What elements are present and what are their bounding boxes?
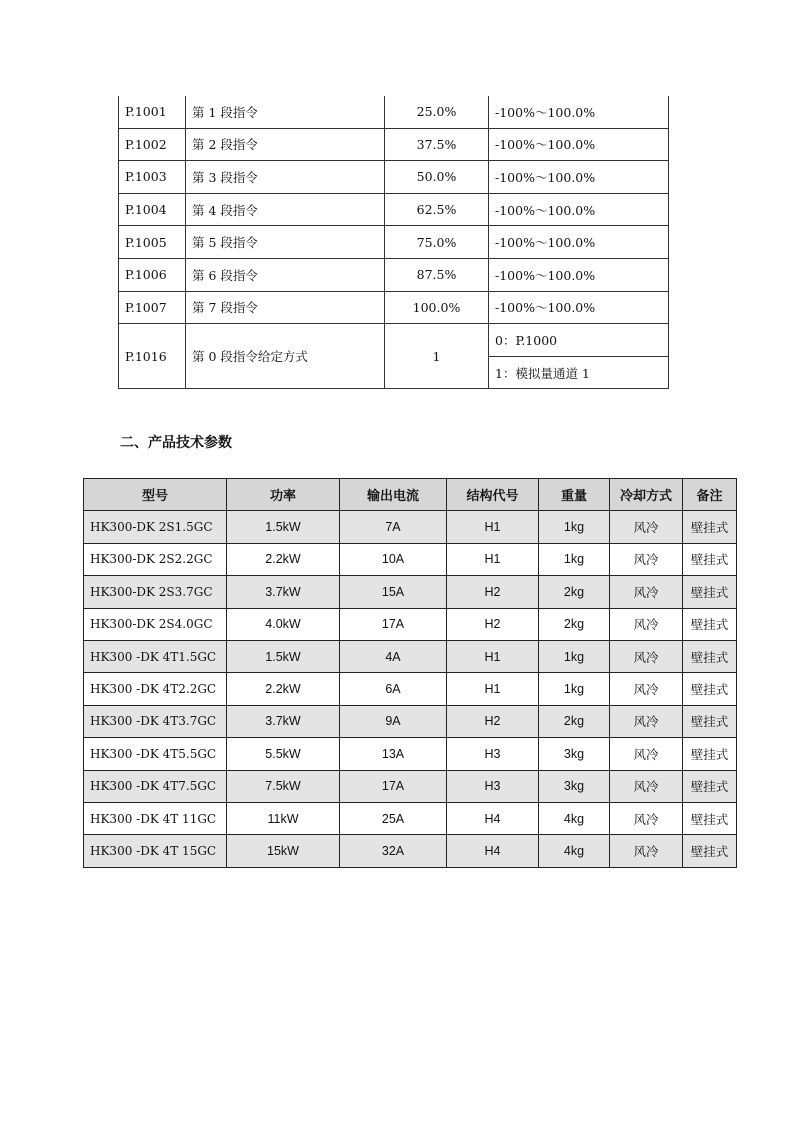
spec-cell-cooling: 风冷	[610, 640, 683, 672]
spec-cell-model: HK300 -DK 4T3.7GC	[84, 705, 227, 737]
param-default: 50.0%	[385, 161, 489, 194]
spec-cell-model: HK300-DK 2S4.0GC	[84, 608, 227, 640]
param-range: -100%～100.0%	[489, 226, 669, 259]
spec-cell-current: 9A	[340, 705, 447, 737]
param-default: 62.5%	[385, 193, 489, 226]
spec-cell-note: 壁挂式	[683, 640, 737, 672]
spec-cell-cooling: 风冷	[610, 608, 683, 640]
param-option: 1：模拟量通道 1	[489, 356, 669, 389]
spec-cell-model: HK300 -DK 4T1.5GC	[84, 640, 227, 672]
spec-cell-power: 2.2kW	[227, 543, 340, 575]
spec-cell-weight: 1kg	[539, 673, 610, 705]
spec-cell-note: 壁挂式	[683, 705, 737, 737]
spec-cell-current: 10A	[340, 543, 447, 575]
spec-cell-current: 4A	[340, 640, 447, 672]
param-code: P.1003	[119, 161, 186, 194]
spec-cell-power: 1.5kW	[227, 640, 340, 672]
param-code: P.1006	[119, 258, 186, 291]
spec-cell-current: 15A	[340, 576, 447, 608]
spec-cell-model: HK300 -DK 4T7.5GC	[84, 770, 227, 802]
param-range: -100%～100.0%	[489, 96, 669, 128]
spec-cell-power: 4.0kW	[227, 608, 340, 640]
param-name: 第 5 段指令	[186, 226, 385, 259]
param-default: 87.5%	[385, 258, 489, 291]
spec-cell-structure: H3	[447, 770, 539, 802]
spec-row	[84, 802, 737, 834]
spec-header-cell: 型号	[84, 479, 227, 511]
param-name: 第 4 段指令	[186, 193, 385, 226]
spec-cell-model: HK300 -DK 4T5.5GC	[84, 738, 227, 770]
spec-cell-power: 11kW	[227, 802, 340, 834]
param-code: P.1016	[119, 324, 186, 389]
spec-cell-power: 15kW	[227, 835, 340, 867]
param-default: 100.0%	[385, 291, 489, 324]
parameter-table	[118, 96, 669, 389]
param-row	[119, 324, 669, 357]
spec-cell-note: 壁挂式	[683, 738, 737, 770]
spec-cell-cooling: 风冷	[610, 738, 683, 770]
param-default: 75.0%	[385, 226, 489, 259]
spec-cell-current: 13A	[340, 738, 447, 770]
spec-cell-power: 7.5kW	[227, 770, 340, 802]
param-name: 第 3 段指令	[186, 161, 385, 194]
param-default: 37.5%	[385, 128, 489, 161]
param-row	[119, 258, 669, 291]
spec-row	[84, 738, 737, 770]
param-code: P.1005	[119, 226, 186, 259]
param-code: P.1004	[119, 193, 186, 226]
param-default: 1	[385, 324, 489, 389]
param-name: 第 1 段指令	[186, 96, 385, 128]
spec-cell-model: HK300-DK 2S2.2GC	[84, 543, 227, 575]
spec-header-cell: 冷却方式	[610, 479, 683, 511]
spec-cell-structure: H1	[447, 511, 539, 543]
spec-cell-note: 壁挂式	[683, 802, 737, 834]
spec-cell-model: HK300-DK 2S3.7GC	[84, 576, 227, 608]
spec-row	[84, 770, 737, 802]
spec-cell-note: 壁挂式	[683, 835, 737, 867]
spec-cell-power: 3.7kW	[227, 576, 340, 608]
spec-cell-structure: H1	[447, 543, 539, 575]
spec-row	[84, 835, 737, 867]
spec-cell-structure: H2	[447, 705, 539, 737]
spec-cell-weight: 1kg	[539, 543, 610, 575]
param-range: -100%～100.0%	[489, 161, 669, 194]
spec-row	[84, 673, 737, 705]
param-range: -100%～100.0%	[489, 291, 669, 324]
spec-row	[84, 543, 737, 575]
param-row	[119, 226, 669, 259]
param-code: P.1001	[119, 96, 186, 128]
spec-cell-cooling: 风冷	[610, 673, 683, 705]
spec-cell-note: 壁挂式	[683, 576, 737, 608]
spec-cell-weight: 4kg	[539, 835, 610, 867]
spec-header-cell: 功率	[227, 479, 340, 511]
spec-cell-current: 32A	[340, 835, 447, 867]
spec-cell-structure: H1	[447, 673, 539, 705]
spec-cell-weight: 2kg	[539, 705, 610, 737]
param-code: P.1002	[119, 128, 186, 161]
spec-cell-power: 3.7kW	[227, 705, 340, 737]
param-code: P.1007	[119, 291, 186, 324]
spec-cell-weight: 2kg	[539, 608, 610, 640]
spec-cell-weight: 4kg	[539, 802, 610, 834]
spec-cell-model: HK300 -DK 4T 15GC	[84, 835, 227, 867]
spec-row	[84, 640, 737, 672]
spec-cell-current: 17A	[340, 608, 447, 640]
spec-cell-power: 2.2kW	[227, 673, 340, 705]
spec-cell-structure: H4	[447, 835, 539, 867]
spec-cell-structure: H1	[447, 640, 539, 672]
spec-cell-model: HK300-DK 2S1.5GC	[84, 511, 227, 543]
spec-cell-note: 壁挂式	[683, 673, 737, 705]
spec-cell-structure: H3	[447, 738, 539, 770]
spec-cell-weight: 2kg	[539, 576, 610, 608]
param-name: 第 7 段指令	[186, 291, 385, 324]
spec-cell-structure: H2	[447, 576, 539, 608]
param-range: -100%～100.0%	[489, 258, 669, 291]
param-name: 第 0 段指令给定方式	[186, 324, 385, 389]
spec-row	[84, 576, 737, 608]
spec-row	[84, 705, 737, 737]
spec-cell-cooling: 风冷	[610, 770, 683, 802]
param-name: 第 2 段指令	[186, 128, 385, 161]
param-range: -100%～100.0%	[489, 193, 669, 226]
spec-cell-current: 17A	[340, 770, 447, 802]
spec-cell-cooling: 风冷	[610, 802, 683, 834]
spec-cell-model: HK300 -DK 4T 11GC	[84, 802, 227, 834]
spec-cell-cooling: 风冷	[610, 576, 683, 608]
spec-cell-weight: 1kg	[539, 511, 610, 543]
param-row	[119, 96, 669, 128]
param-default: 25.0%	[385, 96, 489, 128]
param-row	[119, 291, 669, 324]
spec-cell-cooling: 风冷	[610, 543, 683, 575]
spec-cell-weight: 3kg	[539, 738, 610, 770]
spec-cell-current: 25A	[340, 802, 447, 834]
param-row	[119, 193, 669, 226]
spec-table	[83, 478, 737, 868]
section-title: 二、产品技术参数	[120, 435, 232, 451]
spec-cell-note: 壁挂式	[683, 511, 737, 543]
spec-cell-note: 壁挂式	[683, 608, 737, 640]
spec-cell-current: 7A	[340, 511, 447, 543]
spec-header-cell: 输出电流	[340, 479, 447, 511]
spec-row	[84, 511, 737, 543]
param-name: 第 6 段指令	[186, 258, 385, 291]
spec-cell-weight: 3kg	[539, 770, 610, 802]
spec-cell-note: 壁挂式	[683, 770, 737, 802]
spec-cell-current: 6A	[340, 673, 447, 705]
spec-cell-power: 5.5kW	[227, 738, 340, 770]
spec-table-body	[84, 511, 737, 867]
spec-header-cell: 备注	[683, 479, 737, 511]
spec-cell-structure: H4	[447, 802, 539, 834]
spec-table-header-row	[84, 479, 737, 511]
spec-cell-note: 壁挂式	[683, 543, 737, 575]
spec-cell-model: HK300 -DK 4T2.2GC	[84, 673, 227, 705]
spec-cell-cooling: 风冷	[610, 511, 683, 543]
spec-cell-cooling: 风冷	[610, 705, 683, 737]
spec-cell-power: 1.5kW	[227, 511, 340, 543]
param-option: 0：P.1000	[489, 324, 669, 357]
spec-cell-structure: H2	[447, 608, 539, 640]
spec-row	[84, 608, 737, 640]
spec-cell-cooling: 风冷	[610, 835, 683, 867]
spec-cell-weight: 1kg	[539, 640, 610, 672]
param-range: -100%～100.0%	[489, 128, 669, 161]
spec-header-cell: 结构代号	[447, 479, 539, 511]
spec-header-cell: 重量	[539, 479, 610, 511]
parameter-table-body	[119, 96, 669, 389]
param-row	[119, 161, 669, 194]
param-row	[119, 128, 669, 161]
